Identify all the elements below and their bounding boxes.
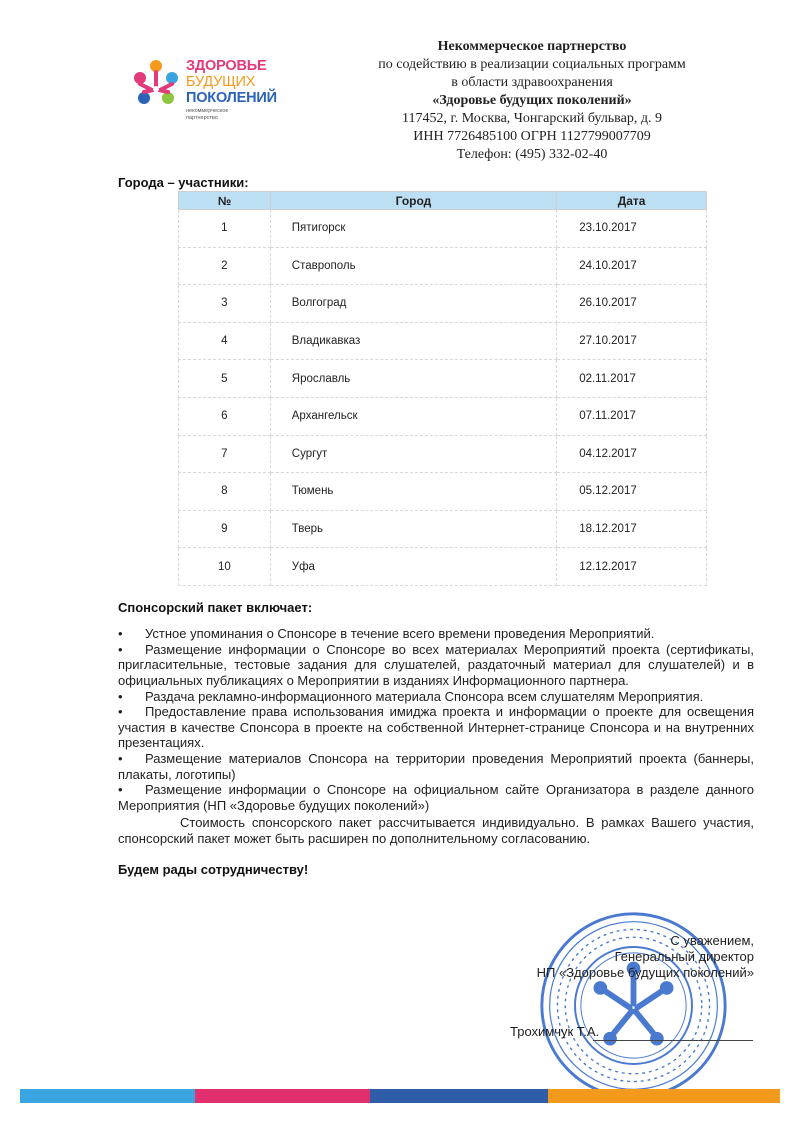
row-city: Уфа — [270, 548, 556, 586]
row-date: 04.12.2017 — [557, 435, 707, 473]
row-num: 7 — [179, 435, 271, 473]
row-city: Тверь — [270, 510, 556, 548]
bullet-icon: • — [118, 782, 123, 798]
list-item-text: Размещение материалов Спонсора на территории проведения Мероприятий проекта (баннеры, плакаты, логотипы) — [118, 751, 754, 782]
logo-line-2: БУДУЩИХ — [186, 74, 256, 90]
org-title: «Здоровье будущих поколений» — [432, 93, 632, 108]
row-num: 4 — [179, 322, 271, 360]
table-row — [179, 435, 707, 473]
row-city: Архангельск — [270, 397, 556, 435]
table-row — [179, 397, 707, 435]
list-item — [118, 704, 754, 751]
row-num: 1 — [179, 210, 271, 248]
row-num: 3 — [179, 285, 271, 323]
list-item-text: Размещение информации о Спонсоре на официальном сайте Организатора в разделе данного Мероприятия (НП «Здоровье будущих поколений») — [118, 782, 754, 813]
row-date: 26.10.2017 — [557, 285, 707, 323]
signer-name: Трохимчук Т.А. — [510, 1024, 600, 1039]
row-num: 5 — [179, 360, 271, 398]
list-item — [118, 626, 754, 642]
org-name: Некоммерческое партнерство — [437, 39, 627, 54]
list-item — [118, 751, 754, 782]
footer-color-stripe — [20, 1089, 780, 1103]
stripe-segment — [370, 1089, 548, 1103]
bullet-icon: • — [118, 641, 123, 657]
org-header — [360, 38, 704, 164]
table-row — [179, 548, 707, 586]
table-row — [179, 210, 707, 248]
row-num: 10 — [179, 548, 271, 586]
table-row — [179, 247, 707, 285]
org-line-3: в области здравоохранения — [451, 75, 613, 90]
bullet-icon: • — [118, 688, 123, 704]
stripe-segment — [548, 1089, 780, 1103]
row-date: 24.10.2017 — [557, 247, 707, 285]
row-date: 05.12.2017 — [557, 473, 707, 511]
logo-line-1: ЗДОРОВЬЕ — [186, 58, 267, 74]
signature-block — [537, 933, 754, 981]
bullet-icon: • — [118, 751, 123, 767]
row-city: Ярославль — [270, 360, 556, 398]
cost-paragraph: Стоимость спонсорского пакет рассчитывается индивидуально. В рамках Вашего участия, спонсорский пакет может быть расширен по дополнительному согласованию. — [118, 815, 754, 846]
sponsor-title: Спонсорский пакет включает: — [118, 600, 313, 615]
table-row — [179, 285, 707, 323]
org-logo — [132, 52, 277, 134]
row-date: 18.12.2017 — [557, 510, 707, 548]
row-date: 12.12.2017 — [557, 548, 707, 586]
list-item — [118, 782, 754, 813]
org-phone: Телефон: (495) 332-02-40 — [456, 147, 608, 162]
row-date: 23.10.2017 — [557, 210, 707, 248]
table-row — [179, 473, 707, 511]
row-num: 2 — [179, 247, 271, 285]
stripe-segment — [195, 1089, 370, 1103]
org-address: 117452, г. Москва, Чонгарский бульвар, д. 9 — [402, 111, 662, 126]
table-header-row — [179, 192, 707, 210]
bullet-icon: • — [118, 704, 123, 720]
row-num: 8 — [179, 473, 271, 511]
cities-table — [178, 191, 707, 586]
sign-greeting: С уважением, — [670, 933, 754, 948]
sponsor-list — [118, 626, 754, 814]
list-item-text: Предоставление права использования имиджа проекта и информации о проекте для освещения участия в качестве Спонсора в проекте на собственной Интернет-странице Спонсора и на внутренних презентациях. — [118, 704, 754, 751]
stripe-segment — [20, 1089, 195, 1103]
list-item-text: Устное упоминания о Спонсоре в течение всего времени проведения Мероприятий. — [145, 626, 655, 641]
table-row — [179, 510, 707, 548]
row-city: Пятигорск — [270, 210, 556, 248]
signature-line — [593, 1040, 753, 1041]
row-date: 02.11.2017 — [557, 360, 707, 398]
list-item-text: Раздача рекламно-информационного материала Спонсора всем слушателям Мероприятия. — [145, 688, 704, 704]
logo-wordmark — [186, 58, 277, 106]
row-city: Ставрополь — [270, 247, 556, 285]
row-city: Волгоград — [270, 285, 556, 323]
header-date: Дата — [557, 192, 707, 210]
sign-position: Генеральный директор — [614, 949, 754, 964]
header-num: № — [179, 192, 271, 210]
org-ids: ИНН 7726485100 ОГРН 1127799007709 — [413, 129, 651, 144]
row-date: 07.11.2017 — [557, 397, 707, 435]
header-city: Город — [270, 192, 556, 210]
logo-subtitle: некоммерческое партнерство — [186, 108, 229, 121]
logo-line-3: ПОКОЛЕНИЙ — [186, 90, 277, 106]
list-item — [118, 689, 754, 705]
logo-people-icon — [132, 58, 180, 110]
org-line-2: по содействию в реализации социальных программ — [378, 57, 686, 72]
row-city: Владикавказ — [270, 322, 556, 360]
closing-line: Будем рады сотрудничеству! — [118, 862, 309, 877]
row-num: 6 — [179, 397, 271, 435]
table-row — [179, 360, 707, 398]
sign-organization: НП «Здоровье будущих поколений» — [536, 965, 754, 980]
row-city: Сургут — [270, 435, 556, 473]
row-date: 27.10.2017 — [557, 322, 707, 360]
cities-title: Города – участники: — [118, 175, 249, 190]
list-item — [118, 642, 754, 689]
bullet-icon: • — [118, 626, 123, 641]
row-city: Тюмень — [270, 473, 556, 511]
list-item-text: Размещение информации о Спонсоре во всех материалах Мероприятий проекта (сертификаты, пригласительные, тестовые задания для слушателей, раздаточный материал для слушателей) и в официальных публикациях о Мероприятии в изданиях Информационного партнера. — [118, 641, 754, 688]
row-num: 9 — [179, 510, 271, 548]
table-row — [179, 322, 707, 360]
